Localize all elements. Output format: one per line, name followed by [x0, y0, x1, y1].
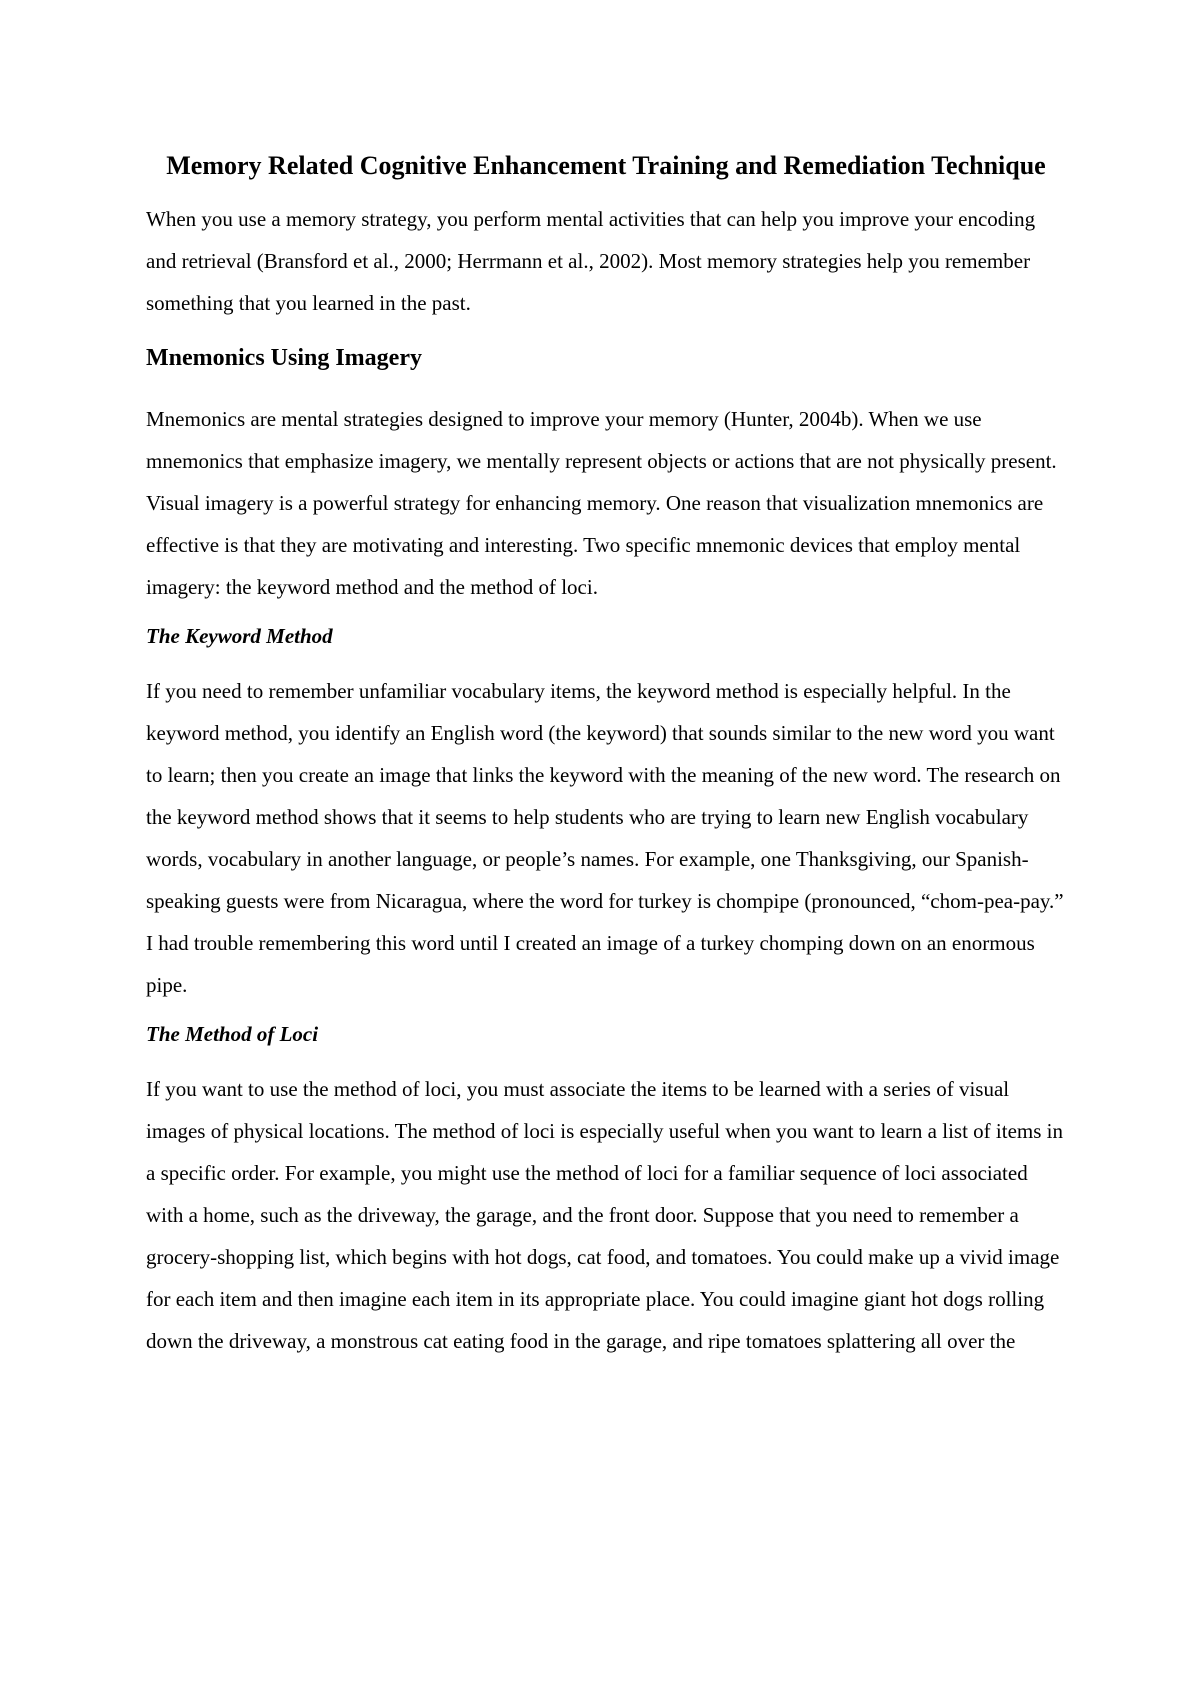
- subsection-heading-method-of-loci: The Method of Loci: [146, 1022, 319, 1046]
- subsection-paragraph-method-of-loci: If you want to use the method of loci, you must associate the items to be learned with a series of visual images of physical locations. The method of loci is especially useful when you want to learn a list of items in a specific order. For example, you might use the method of loci for a familiar sequence of loci associated with a home, such as the driveway, the garage, and the front door. Suppose that you need to remember a grocery-shopping list, which begins with hot dogs, cat food, and tomatoes. You could make up a vivid image for each item and then imagine each item in its appropriate place. You could imagine giant hot dogs rolling down the driveway, a monstrous cat eating food in the garage, and ripe tomatoes splattering all over the: [146, 1077, 1063, 1353]
- subsection-paragraph-keyword-method: If you need to remember unfamiliar vocabulary items, the keyword method is especially helpful. In the keyword method, you identify an English word (the keyword) that sounds similar to the new word you want to learn; then you create an image that links the keyword with the meaning of the new word. The research on the keyword method shows that it seems to help students who are trying to learn new English vocabulary words, vocabulary in another language, or people’s names. For example, one Thanksgiving, our Spanish-speaking guests were from Nicaragua, where the word for turkey is chompipe (pronounced, “chom-pea-pay.” I had trouble remembering this word until I created an image of a turkey chomping down on an enormous pipe.: [146, 679, 1064, 997]
- document-page: [146, 140, 1066, 1362]
- intro-paragraph: When you use a memory strategy, you perform mental activities that can help you improve your encoding and retrieval (Bransford et al., 2000; Herrmann et al., 2002). Most memory strategies help you remember something that you learned in the past.: [146, 207, 1036, 315]
- subsection-heading-keyword-method: The Keyword Method: [146, 624, 333, 648]
- document-title: Memory Related Cognitive Enhancement Training and Remediation Technique: [166, 151, 1046, 180]
- section-paragraph-mnemonics: Mnemonics are mental strategies designed to improve your memory (Hunter, 2004b). When we use mnemonics that emphasize imagery, we mentally represent objects or actions that are not physically present. Visual imagery is a powerful strategy for enhancing memory. One reason that visualization mnemonics are effective is that they are motivating and interesting. Two specific mnemonic devices that employ mental imagery: the keyword method and the method of loci.: [146, 407, 1057, 599]
- section-heading-mnemonics: Mnemonics Using Imagery: [146, 345, 422, 371]
